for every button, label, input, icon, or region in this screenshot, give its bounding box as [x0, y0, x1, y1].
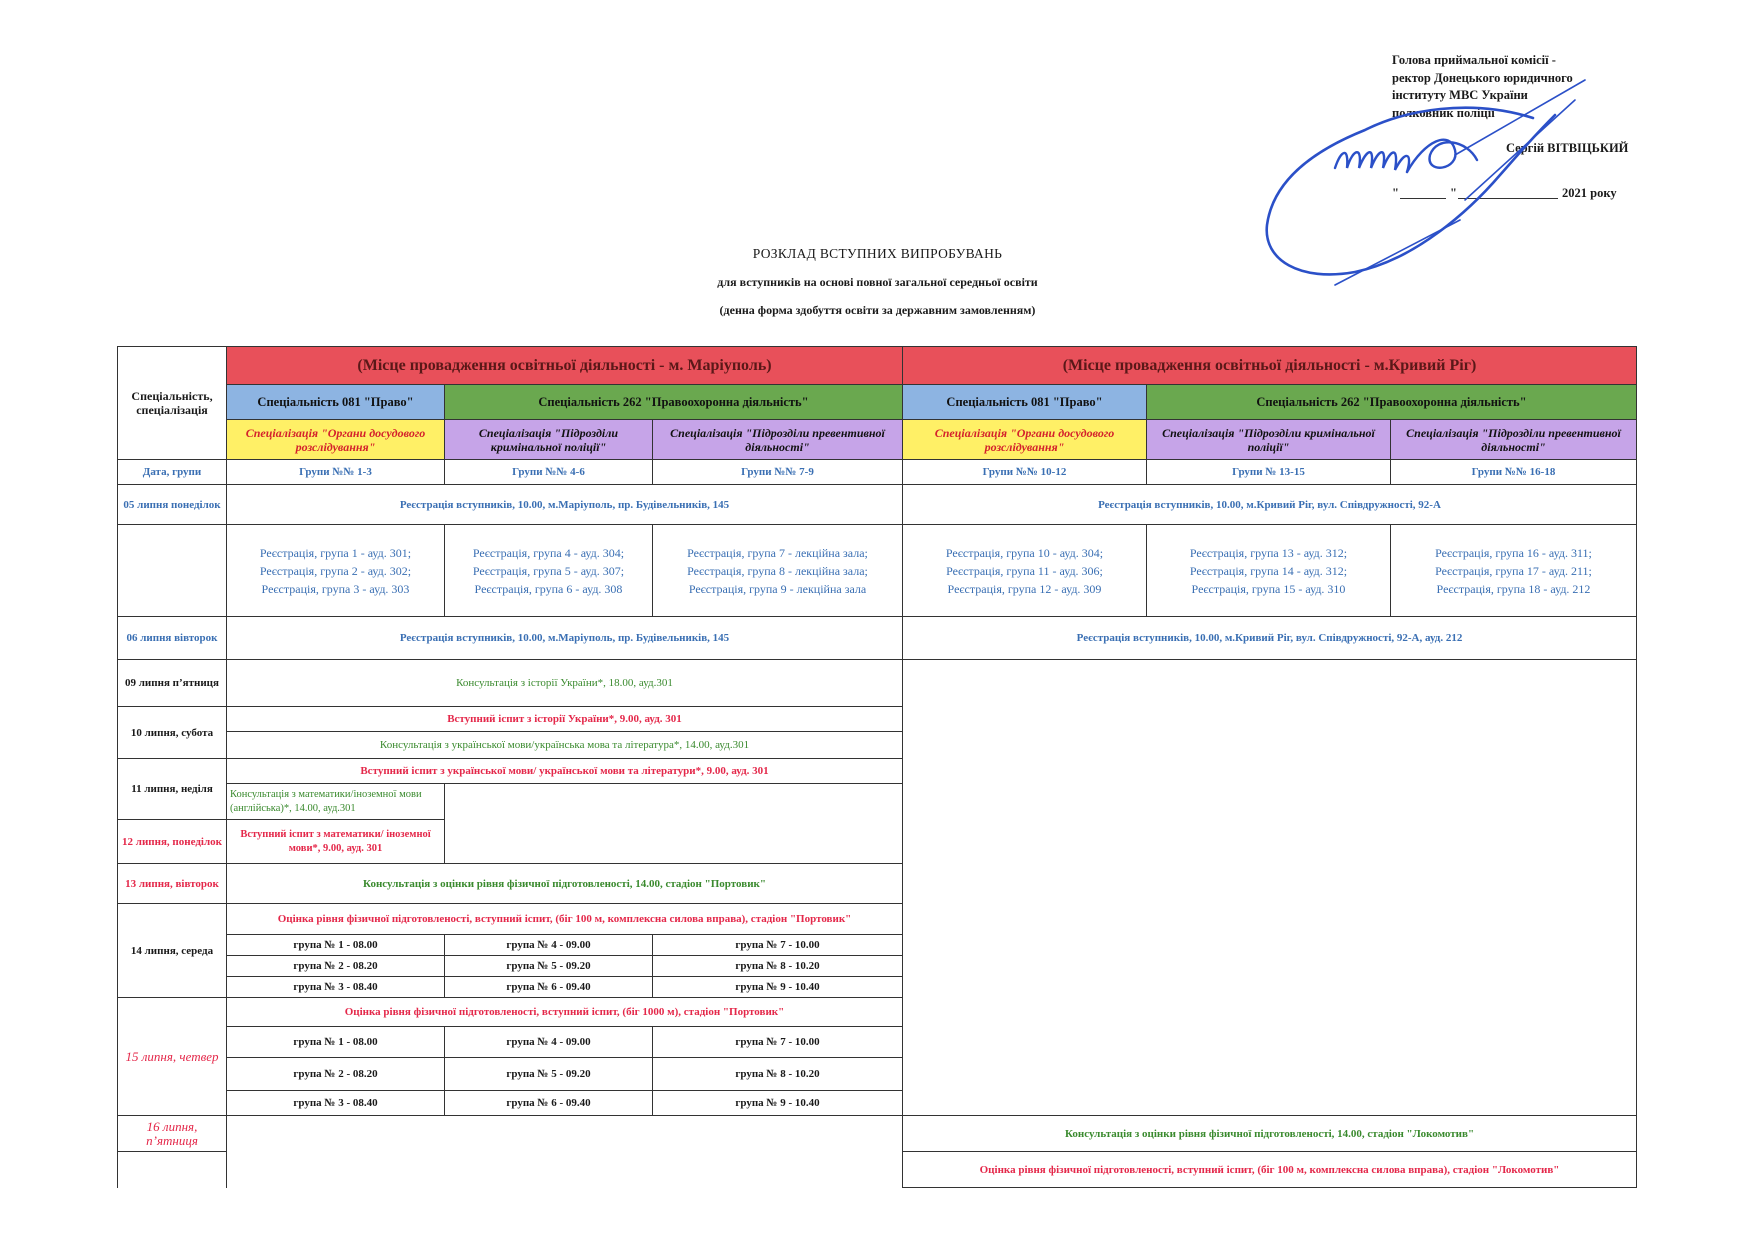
- day-label: 15 липня, четвер: [118, 998, 227, 1116]
- room-line: Реєстрація, група 4 - ауд. 304;: [472, 545, 625, 560]
- group-time: група № 3 - 08.40: [227, 1091, 445, 1116]
- room-line: Реєстрація, група 17 - ауд. 211;: [1435, 563, 1592, 578]
- physical-exam-kryvyi-rih: Оцінка рівня фізичної підготовленості, вступний іспит, (біг 100 м, комплексна силова вправа), стадіон "Локомотив": [903, 1152, 1637, 1188]
- room-line: Реєстрація, група 16 - ауд. 311;: [1435, 545, 1592, 560]
- document-title: РОЗКЛАД ВСТУПНИХ ВИПРОБУВАНЬ: [752, 246, 1003, 261]
- room-line: Реєстрація, група 15 - ауд. 310: [1191, 581, 1346, 596]
- approval-line: інституту МВС України: [1392, 88, 1528, 102]
- day-label: 11 липня, неділя: [118, 759, 227, 820]
- room-line: Реєстрація, група 8 - лекційна зала;: [687, 563, 868, 578]
- dates-groups-label: Дата, групи: [118, 460, 227, 485]
- consultation-math: Консультація з математики/іноземної мови (англійська)*, 14.00, ауд.301: [227, 784, 445, 820]
- registration-kryvyi-rih: Реєстрація вступників, 10.00, м.Кривий Ріг, вул. Співдружності, 92-А, ауд. 212: [903, 617, 1637, 660]
- group-time: група № 7 - 10.00: [653, 935, 903, 956]
- group-time: група № 2 - 08.20: [227, 956, 445, 977]
- room-line: Реєстрація, група 7 - лекційна зала;: [687, 545, 868, 560]
- empty-kryvyi-block: [903, 660, 1637, 864]
- day-label: 14 липня, середа: [118, 904, 227, 998]
- location-header: (Місце провадження освітньої діяльності - м.Кривий Ріг): [903, 347, 1637, 385]
- group-time: група № 5 - 09.20: [445, 956, 653, 977]
- registration-mariupol: Реєстрація вступників, 10.00, м.Маріуполь, пр. Будівельників, 145: [227, 485, 903, 525]
- empty-cell: [118, 525, 227, 617]
- room-list: [1391, 525, 1637, 617]
- specialization-header: Спеціалізація "Органи досудового розслідування": [903, 420, 1147, 460]
- day-label: 05 липня понеділок: [118, 485, 227, 525]
- day-label: 12 липня, понеділок: [118, 820, 227, 864]
- approver-name: Сергій ВІТВІЦЬКИЙ: [1506, 141, 1629, 155]
- room-list: [227, 525, 445, 617]
- group-time: група № 6 - 09.40: [445, 977, 653, 998]
- location-header: (Місце провадження освітньої діяльності - м. Маріуполь): [227, 347, 903, 385]
- day-label: 06 липня вівторок: [118, 617, 227, 660]
- registration-kryvyi-rih: Реєстрація вступників, 10.00, м.Кривий Ріг, вул. Співдружності, 92-А: [903, 485, 1637, 525]
- specialization-header: Спеціалізація "Підрозділи кримінальної поліції": [1147, 420, 1391, 460]
- specialty-header: Спеціальність 262 "Правоохоронна діяльність": [1147, 385, 1637, 420]
- consultation-history: Консультація з історії України*, 18.00, ауд.301: [227, 660, 903, 707]
- approval-line: полковник поліції: [1392, 105, 1495, 120]
- date-year: 2021 року: [1562, 186, 1617, 200]
- group-time: група № 6 - 09.40: [445, 1091, 653, 1116]
- specialty-header: Спеціальність 262 "Правоохоронна діяльність": [445, 385, 903, 420]
- room-line: Реєстрація, група 10 - ауд. 304;: [945, 545, 1104, 560]
- group-time: група № 8 - 10.20: [653, 1058, 903, 1091]
- day-label: 13 липня, вівторок: [118, 864, 227, 904]
- group-time: група № 2 - 08.20: [227, 1058, 445, 1091]
- date-quote-open: ": [1392, 186, 1399, 200]
- approval-line: ректор Донецького юридичного: [1392, 70, 1573, 85]
- specialization-header: Спеціалізація "Органи досудового розслідування": [227, 420, 445, 460]
- room-line: Реєстрація, група 9 - лекційна зала: [688, 581, 867, 596]
- physical-exam-1000m: Оцінка рівня фізичної підготовленості, вступний іспит, (біг 1000 м), стадіон "Портовик": [227, 998, 903, 1027]
- consultation-physical-mariupol: Консультація з оцінки рівня фізичної підготовленості, 14.00, стадіон "Портовик": [227, 864, 903, 904]
- room-list: [445, 525, 653, 617]
- empty-kryvyi-block: [903, 864, 1637, 1116]
- room-line: Реєстрація, група 2 - ауд. 302;: [259, 563, 412, 578]
- empty-cell: [445, 820, 903, 864]
- group-time: група № 3 - 08.40: [227, 977, 445, 998]
- empty-cell: [227, 1116, 903, 1152]
- exam-math: Вступний іспит з математики/ іноземної мови*, 9.00, ауд. 301: [227, 820, 445, 864]
- group-time: група № 4 - 09.00: [445, 1027, 653, 1058]
- corner-label: Спеціальність, спеціалізація: [118, 347, 227, 460]
- room-line: Реєстрація, група 1 - ауд. 301;: [259, 545, 412, 560]
- group-time: група № 7 - 10.00: [653, 1027, 903, 1058]
- room-line: Реєстрація, група 11 - ауд. 306;: [946, 563, 1103, 578]
- group-time: група № 1 - 08.00: [227, 935, 445, 956]
- group-range: Групи №№ 4-6: [445, 460, 653, 485]
- group-range: Групи №№ 16-18: [1391, 460, 1637, 485]
- room-line: Реєстрація, група 13 - ауд. 312;: [1189, 545, 1348, 560]
- day-label: 09 липня п’ятниця: [118, 660, 227, 707]
- group-time: група № 5 - 09.20: [445, 1058, 653, 1091]
- empty-cell: [118, 1152, 227, 1188]
- room-list: [653, 525, 903, 617]
- group-time: група № 1 - 08.00: [227, 1027, 445, 1058]
- group-time: група № 8 - 10.20: [653, 956, 903, 977]
- room-line: Реєстрація, група 3 - ауд. 303: [261, 581, 410, 596]
- empty-cell: [227, 1152, 903, 1188]
- group-time: група № 9 - 10.40: [653, 1091, 903, 1116]
- group-time: група № 9 - 10.40: [653, 977, 903, 998]
- room-line: Реєстрація, група 18 - ауд. 212: [1436, 581, 1591, 596]
- document-subtitle: для вступників на основі повної загальної середньої освіти: [717, 275, 1038, 289]
- day-label: 10 липня, субота: [118, 707, 227, 759]
- date-quote-close: ": [1450, 186, 1457, 200]
- approval-line: Голова приймальної комісії -: [1392, 53, 1556, 67]
- specialization-header: Спеціалізація "Підрозділи превентивної діяльності": [653, 420, 903, 460]
- consultation-physical-kryvyi-rih: Консультація з оцінки рівня фізичної підготовленості, 14.00, стадіон "Локомотив": [903, 1116, 1637, 1152]
- group-range: Групи № 13-15: [1147, 460, 1391, 485]
- document-subtitle: (денна форма здобуття освіти за державним замовленням): [719, 303, 1036, 317]
- day-label: 16 липня, п’ятниця: [118, 1116, 227, 1152]
- room-list: [1147, 525, 1391, 617]
- specialty-header: Спеціальність 081 "Право": [227, 385, 445, 420]
- group-time: група № 4 - 09.00: [445, 935, 653, 956]
- empty-cell: [445, 784, 903, 820]
- exam-history: Вступний іспит з історії України*, 9.00, ауд. 301: [227, 707, 903, 732]
- consultation-ukrainian: Консультація з української мови/українська мова та література*, 14.00, ауд.301: [227, 732, 903, 759]
- specialization-header: Спеціалізація "Підрозділи кримінальної поліції": [445, 420, 653, 460]
- room-line: Реєстрація, група 5 - ауд. 307;: [472, 563, 625, 578]
- room-list: [903, 525, 1147, 617]
- group-range: Групи №№ 1-3: [227, 460, 445, 485]
- registration-mariupol: Реєстрація вступників, 10.00, м.Маріуполь, пр. Будівельників, 145: [227, 617, 903, 660]
- room-line: Реєстрація, група 12 - ауд. 309: [947, 581, 1102, 596]
- exam-ukrainian: Вступний іспит з української мови/ української мови та літератури*, 9.00, ауд. 301: [227, 759, 903, 784]
- room-line: Реєстрація, група 6 - ауд. 308: [474, 581, 623, 596]
- group-range: Групи №№ 10-12: [903, 460, 1147, 485]
- physical-exam-100m: Оцінка рівня фізичної підготовленості, вступний іспит, (біг 100 м, комплексна силова вправа), стадіон "Портовик": [227, 904, 903, 935]
- specialty-header: Спеціальність 081 "Право": [903, 385, 1147, 420]
- group-range: Групи №№ 7-9: [653, 460, 903, 485]
- schedule-table: [117, 346, 1637, 1188]
- specialization-header: Спеціалізація "Підрозділи превентивної діяльності": [1391, 420, 1637, 460]
- room-line: Реєстрація, група 14 - ауд. 312;: [1189, 563, 1348, 578]
